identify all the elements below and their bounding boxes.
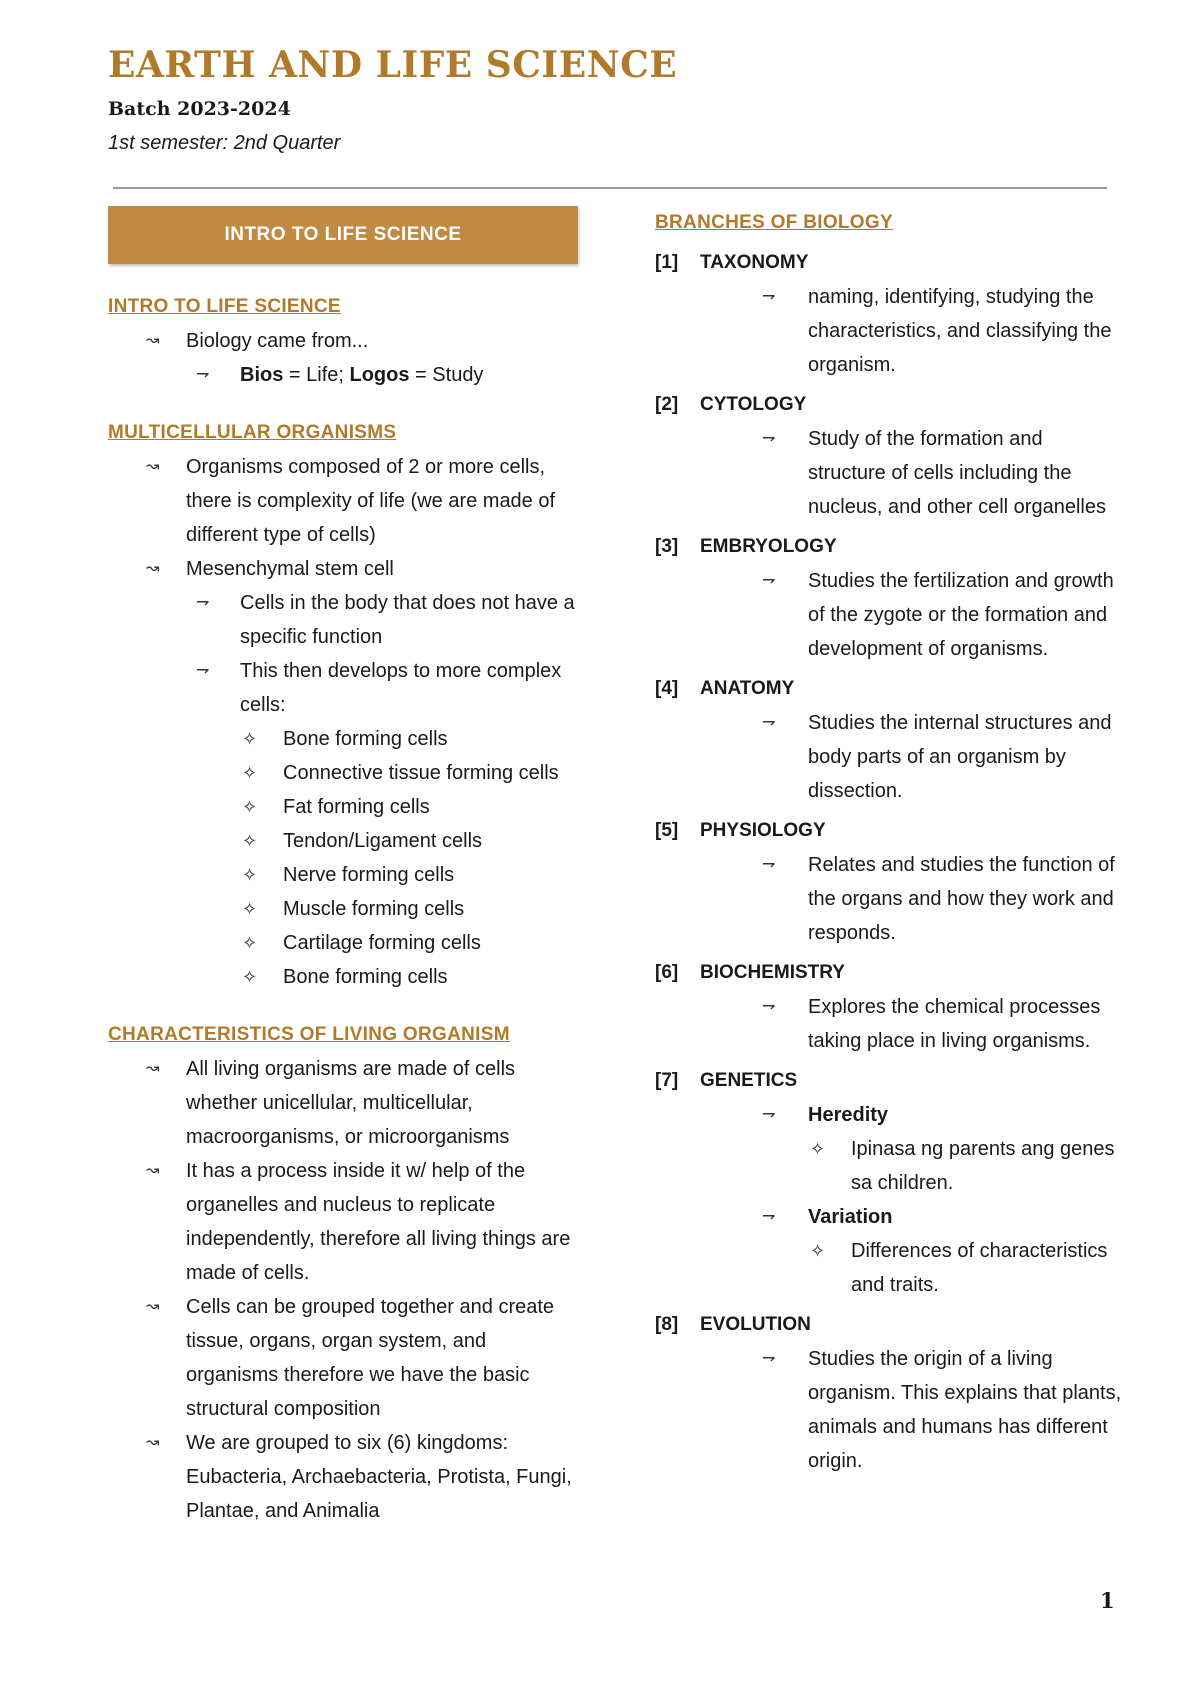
multicellular-heading: MULTICELLULAR ORGANISMS: [108, 422, 397, 443]
list-item: ⇁ Cells in the body that does not have a specific function: [108, 586, 578, 654]
branch-heading: [4] ANATOMY: [655, 678, 795, 699]
branch-heading: [2] CYTOLOGY: [655, 394, 807, 415]
four-point-star-bullet-icon: ✧: [242, 933, 258, 953]
left-column: [108, 206, 578, 1528]
page-number: 1: [1100, 1588, 1115, 1613]
document-title: EARTH AND LIFE SCIENCE: [108, 44, 678, 86]
hook-arrow-bullet-icon: ⇁: [762, 1350, 776, 1367]
hook-arrow-bullet-icon: ⇁: [762, 714, 776, 731]
list-item: ⇁ Heredity: [655, 1098, 1125, 1132]
intro-list: [108, 324, 578, 392]
header-divider: [113, 187, 1107, 189]
four-point-star-bullet-icon: ✧: [242, 797, 258, 817]
list-item: ✧ Cartilage forming cells: [108, 926, 578, 960]
intro-heading: INTRO TO LIFE SCIENCE: [108, 296, 341, 317]
list-item: ↝ Cells can be grouped together and create tissue, organs, organ system, and organisms therefore we have the basic structural composition: [108, 1290, 578, 1426]
characteristics-list: [108, 1052, 578, 1528]
hook-arrow-bullet-icon: ⇁: [196, 594, 210, 611]
list-item: ✧ Differences of characteristics and traits.: [655, 1234, 1125, 1302]
four-point-star-bullet-icon: ✧: [810, 1241, 826, 1261]
hook-arrow-bullet-icon: ⇁: [762, 1208, 776, 1225]
arrow-bullet-icon: ↝: [146, 458, 160, 475]
branch-heading: [5] PHYSIOLOGY: [655, 820, 826, 841]
section-banner: INTRO TO LIFE SCIENCE: [108, 206, 578, 264]
list-item: ⇁ This then develops to more complex cells:: [108, 654, 578, 722]
list-item: ✧ Ipinasa ng parents ang genes sa children.: [655, 1132, 1125, 1200]
hook-arrow-bullet-icon: ⇁: [762, 856, 776, 873]
semester-label: 1st semester: 2nd Quarter: [108, 132, 341, 154]
arrow-bullet-icon: ↝: [146, 1434, 160, 1451]
list-item: ↝ We are grouped to six (6) kingdoms: Eubacteria, Archaebacteria, Protista, Fungi, Plantae, and Animalia: [108, 1426, 578, 1528]
four-point-star-bullet-icon: ✧: [242, 899, 258, 919]
arrow-bullet-icon: ↝: [146, 332, 160, 349]
arrow-bullet-icon: ↝: [146, 1060, 160, 1077]
branch-heading: [3] EMBRYOLOGY: [655, 536, 837, 557]
four-point-star-bullet-icon: ✧: [242, 967, 258, 987]
branch-heading: [6] BIOCHEMISTRY: [655, 962, 845, 983]
branches-heading: BRANCHES OF BIOLOGY: [655, 212, 893, 233]
four-point-star-bullet-icon: ✧: [242, 865, 258, 885]
branch-heading: [7] GENETICS: [655, 1070, 798, 1091]
arrow-bullet-icon: ↝: [146, 1298, 160, 1315]
list-item: ✧ Nerve forming cells: [108, 858, 578, 892]
branch-heading: [8] EVOLUTION: [655, 1314, 811, 1335]
list-item: ✧ Tendon/Ligament cells: [108, 824, 578, 858]
right-column: [655, 206, 1125, 1478]
arrow-bullet-icon: ↝: [146, 1162, 160, 1179]
four-point-star-bullet-icon: ✧: [810, 1139, 826, 1159]
batch-label: Batch 2023-2024: [108, 98, 291, 120]
list-item: ↝ Biology came from...: [108, 324, 578, 358]
hook-arrow-bullet-icon: ⇁: [762, 998, 776, 1015]
list-item: ⇁ Study of the formation and structure of cells including the nucleus, and other cell organelles: [655, 422, 1125, 524]
list-item: ⇁ Studies the origin of a living organism. This explains that plants, animals and humans has different origin.: [655, 1342, 1125, 1478]
list-item: ↝ Mesenchymal stem cell: [108, 552, 578, 586]
list-item: ⇁ Variation: [655, 1200, 1125, 1234]
list-item: ⇁ Explores the chemical processes taking place in living organisms.: [655, 990, 1125, 1058]
multicellular-list: [108, 450, 578, 994]
list-item: ↝ Organisms composed of 2 or more cells, there is complexity of life (we are made of different type of cells): [108, 450, 578, 552]
hook-arrow-bullet-icon: ⇁: [762, 288, 776, 305]
hook-arrow-bullet-icon: ⇁: [196, 366, 210, 383]
list-item: ✧ Bone forming cells: [108, 960, 578, 994]
list-item: ✧ Bone forming cells: [108, 722, 578, 756]
hook-arrow-bullet-icon: ⇁: [196, 662, 210, 679]
four-point-star-bullet-icon: ✧: [242, 729, 258, 749]
list-item: ⇁ Relates and studies the function of the organs and how they work and responds.: [655, 848, 1125, 950]
list-item: ⇁ Bios = Life; Logos = Study: [108, 358, 578, 392]
hook-arrow-bullet-icon: ⇁: [762, 430, 776, 447]
branch-heading: [1] TAXONOMY: [655, 252, 809, 273]
four-point-star-bullet-icon: ✧: [242, 831, 258, 851]
list-item: ↝ All living organisms are made of cells whether unicellular, multicellular, macroorganisms, or microorganisms: [108, 1052, 578, 1154]
list-item: ✧ Connective tissue forming cells: [108, 756, 578, 790]
characteristics-heading: CHARACTERISTICS OF LIVING ORGANISM: [108, 1024, 510, 1045]
list-item: ✧ Fat forming cells: [108, 790, 578, 824]
list-item: ⇁ Studies the internal structures and body parts of an organism by dissection.: [655, 706, 1125, 808]
list-item: ⇁ Studies the fertilization and growth of the zygote or the formation and development of organisms.: [655, 564, 1125, 666]
arrow-bullet-icon: ↝: [146, 560, 160, 577]
four-point-star-bullet-icon: ✧: [242, 763, 258, 783]
list-item: ✧ Muscle forming cells: [108, 892, 578, 926]
hook-arrow-bullet-icon: ⇁: [762, 572, 776, 589]
list-item: ↝ It has a process inside it w/ help of the organelles and nucleus to replicate independently, therefore all living things are made of cells.: [108, 1154, 578, 1290]
hook-arrow-bullet-icon: ⇁: [762, 1106, 776, 1123]
list-item: ⇁ naming, identifying, studying the characteristics, and classifying the organism.: [655, 280, 1125, 382]
